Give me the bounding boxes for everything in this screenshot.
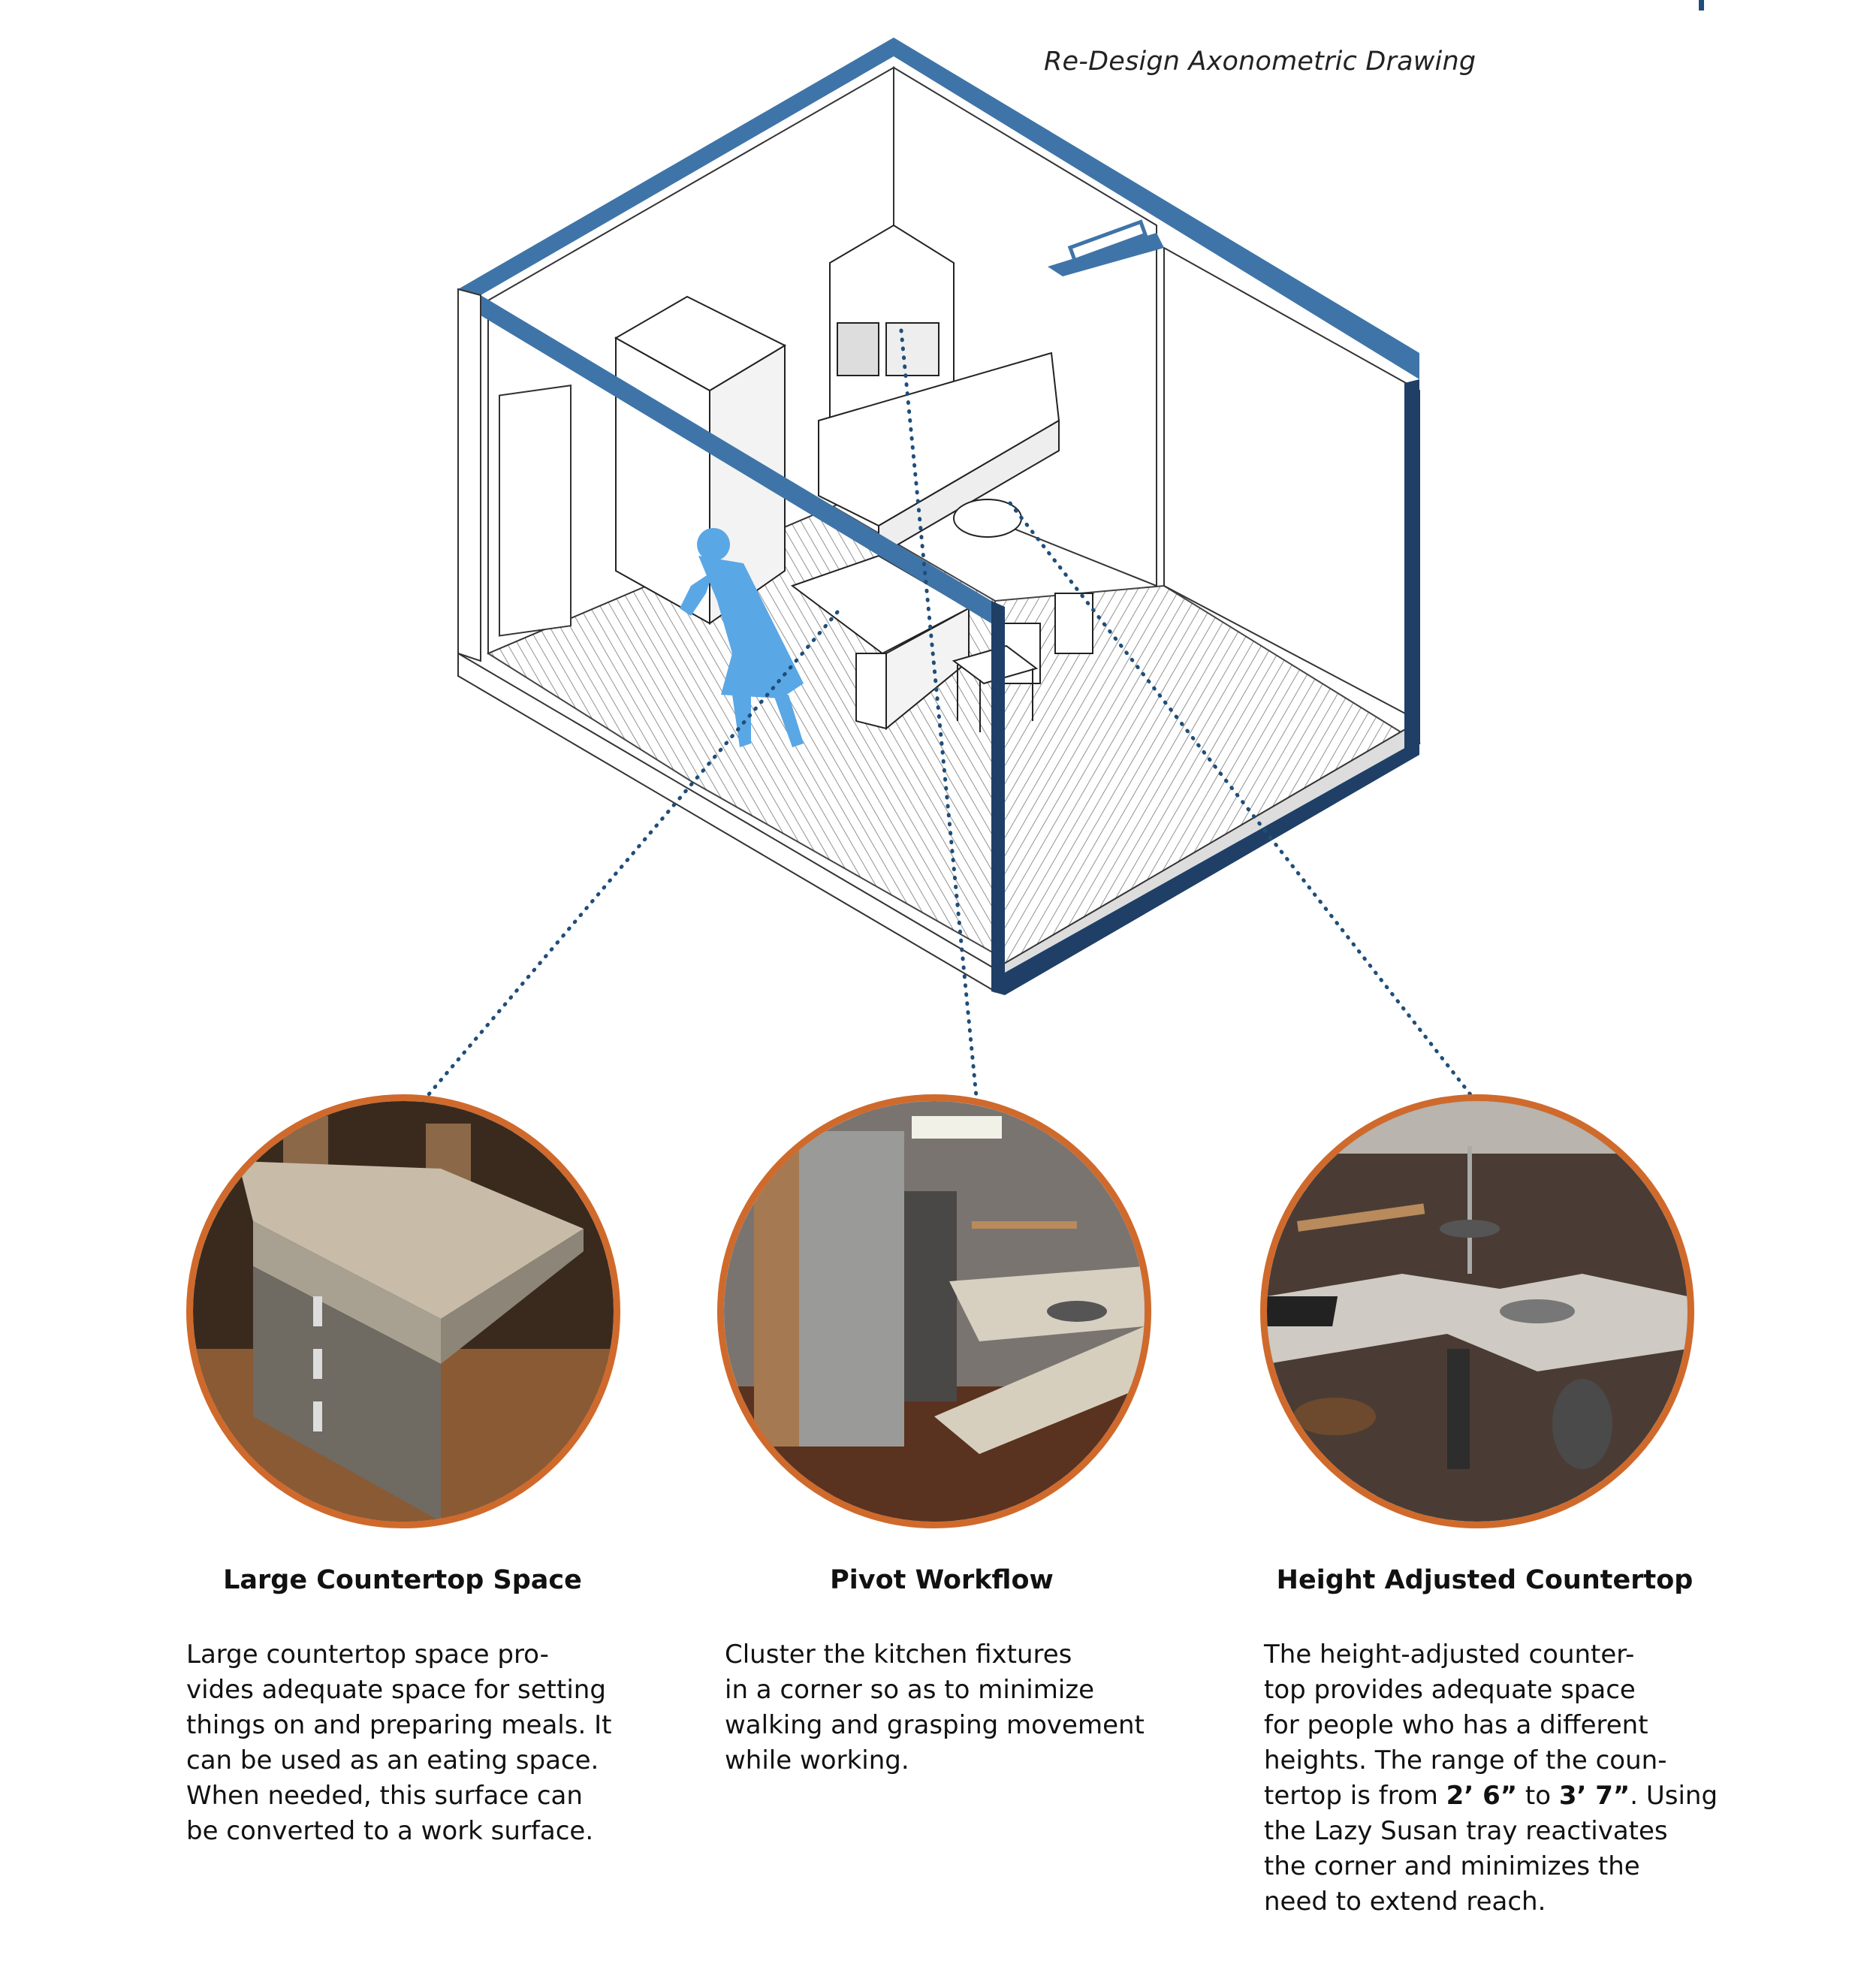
door (499, 385, 571, 635)
text-line: When needed, this surface can (186, 1781, 583, 1811)
min-height-value: 2’ 6” (1446, 1781, 1518, 1811)
text-line: walking and grasping movement (725, 1710, 1145, 1740)
text-line: for people who has a different (1264, 1710, 1648, 1740)
photo-large-countertop (186, 1094, 620, 1528)
height-render (1267, 1101, 1687, 1522)
countertop-render (193, 1101, 614, 1522)
text-fragment: tertop is from (1264, 1781, 1446, 1811)
text-line (1264, 1778, 1718, 1814)
text-line: the corner and minimizes the (1264, 1851, 1640, 1881)
max-height-value: 3’ 7” (1558, 1781, 1630, 1811)
photo-pivot-workflow (717, 1094, 1151, 1528)
photo-height-adjusted (1260, 1094, 1694, 1528)
feature-heading-height: Height Adjusted Countertop (1276, 1565, 1694, 1595)
feature-heading-countertop: Large Countertop Space (223, 1565, 582, 1595)
feature-text-height (1264, 1637, 1718, 1920)
text-line: heights. The range of the coun- (1264, 1745, 1667, 1775)
text-line: things on and preparing meals. It (186, 1710, 612, 1740)
feature-text-pivot (725, 1637, 1145, 1778)
text-fragment: . Using (1630, 1781, 1718, 1811)
feature-heading-pivot: Pivot Workflow (830, 1565, 1054, 1595)
text-line: The height-adjusted counter- (1264, 1640, 1635, 1670)
text-line: be converted to a work surface. (186, 1816, 594, 1846)
text-line: in a corner so as to minimize (725, 1675, 1095, 1705)
pivot-render (724, 1101, 1145, 1522)
text-fragment: to (1517, 1781, 1559, 1811)
feature-text-countertop (186, 1637, 611, 1849)
text-line: can be used as an eating space. (186, 1745, 599, 1775)
wall-left-side (458, 289, 481, 661)
text-line: need to extend reach. (1264, 1887, 1546, 1917)
text-line: Large countertop space pro- (186, 1640, 549, 1670)
text-line: Cluster the kitchen fixtures (725, 1640, 1072, 1670)
partition-edge (991, 601, 1005, 995)
text-line: top provides adequate space (1264, 1675, 1636, 1705)
text-line: vides adequate space for setting (186, 1675, 606, 1705)
drawing-title: Re-Design Axonometric Drawing (1044, 47, 1476, 77)
text-line: while working. (725, 1745, 909, 1775)
wall-right-edge (1404, 379, 1419, 755)
text-line: the Lazy Susan tray reactivates (1264, 1816, 1668, 1846)
